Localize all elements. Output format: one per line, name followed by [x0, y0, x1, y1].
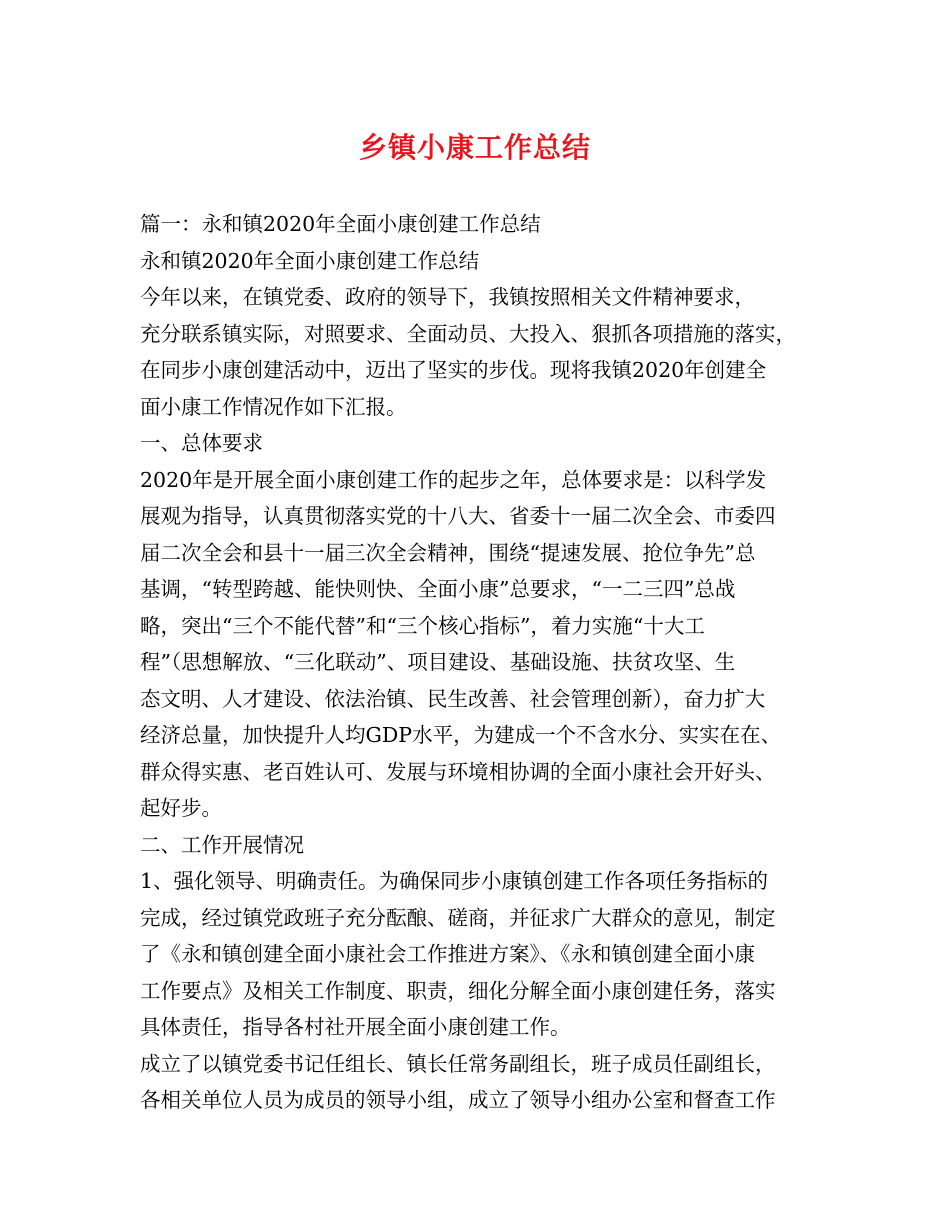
text-line: 经济总量，加快提升人均GDP水平，为建成一个不含水分、实实在在、 — [140, 723, 782, 747]
document-body — [140, 206, 820, 1119]
text-line: 了《永和镇创建全面小康社会工作推进方案》、《永和镇创建全面小康 — [140, 942, 755, 966]
text-line: 届二次全会和县十一届三次全会精神，围绕“提速发展、抢位争先”总 — [140, 540, 756, 565]
text-line: 成立了以镇党委书记任组长、镇长任常务副组长，班子成员任副组长， — [140, 1051, 776, 1076]
text-line: 充分联系镇实际，对照要求、全面动员、大投入、狠抓各项措施的落实， — [140, 321, 796, 346]
text-line: 具体责任，指导各村社开展全面小康创建工作。 — [140, 1015, 571, 1039]
text-line: 群众得实惠、老百姓认可、发展与环境相协调的全面小康社会开好头、 — [140, 759, 776, 784]
text-line: 基调，“转型跨越、能快则快、全面小康”总要求，“一二三四”总战 — [140, 577, 736, 601]
text-line: 程”（思想解放、“三化联动”、项目建设、基础设施、扶贫攻坚、生 — [140, 650, 736, 674]
text-line: 篇一：永和镇2020年全面小康创建工作总结 — [140, 212, 541, 236]
text-line: 1、强化领导、明确责任。为确保同步小康镇创建工作各项任务指标的 — [140, 869, 769, 893]
text-line: 永和镇2020年全面小康创建工作总结 — [140, 248, 480, 273]
text-line: 展观为指导，认真贯彻落实党的十八大、省委十一届二次全会、市委四 — [140, 504, 776, 528]
text-line: 二、工作开展情况 — [140, 832, 304, 857]
document-title: 乡镇小康工作总结 — [358, 131, 591, 164]
text-line: 2020年是开展全面小康创建工作的起步之年，总体要求是：以科学发 — [140, 467, 767, 492]
text-line: 面小康工作情况作如下汇报。 — [140, 394, 407, 419]
text-line: 今年以来，在镇党委、政府的领导下，我镇按照相关文件精神要求， — [140, 285, 755, 309]
text-line: 略，突出“三个不能代替”和“三个核心指标”，着力实施“十大工 — [140, 613, 705, 638]
text-line: 在同步小康创建活动中，迈出了坚实的步伐。现将我镇2020年创建全 — [140, 358, 767, 382]
text-line: 一、总体要求 — [140, 431, 263, 455]
text-line: 工作要点》及相关工作制度、职责，细化分解全面小康创建任务，落实 — [140, 978, 776, 1003]
text-line: 起好步。 — [140, 796, 222, 820]
text-line: 完成，经过镇党政班子充分酝酿、磋商，并征求广大群众的意见，制定 — [140, 905, 776, 930]
text-line: 态文明、人才建设、依法治镇、民生改善、社会管理创新），奋力扩大 — [140, 686, 766, 711]
text-line: 各相关单位人员为成员的领导小组，成立了领导小组办公室和督查工作 — [140, 1088, 776, 1112]
